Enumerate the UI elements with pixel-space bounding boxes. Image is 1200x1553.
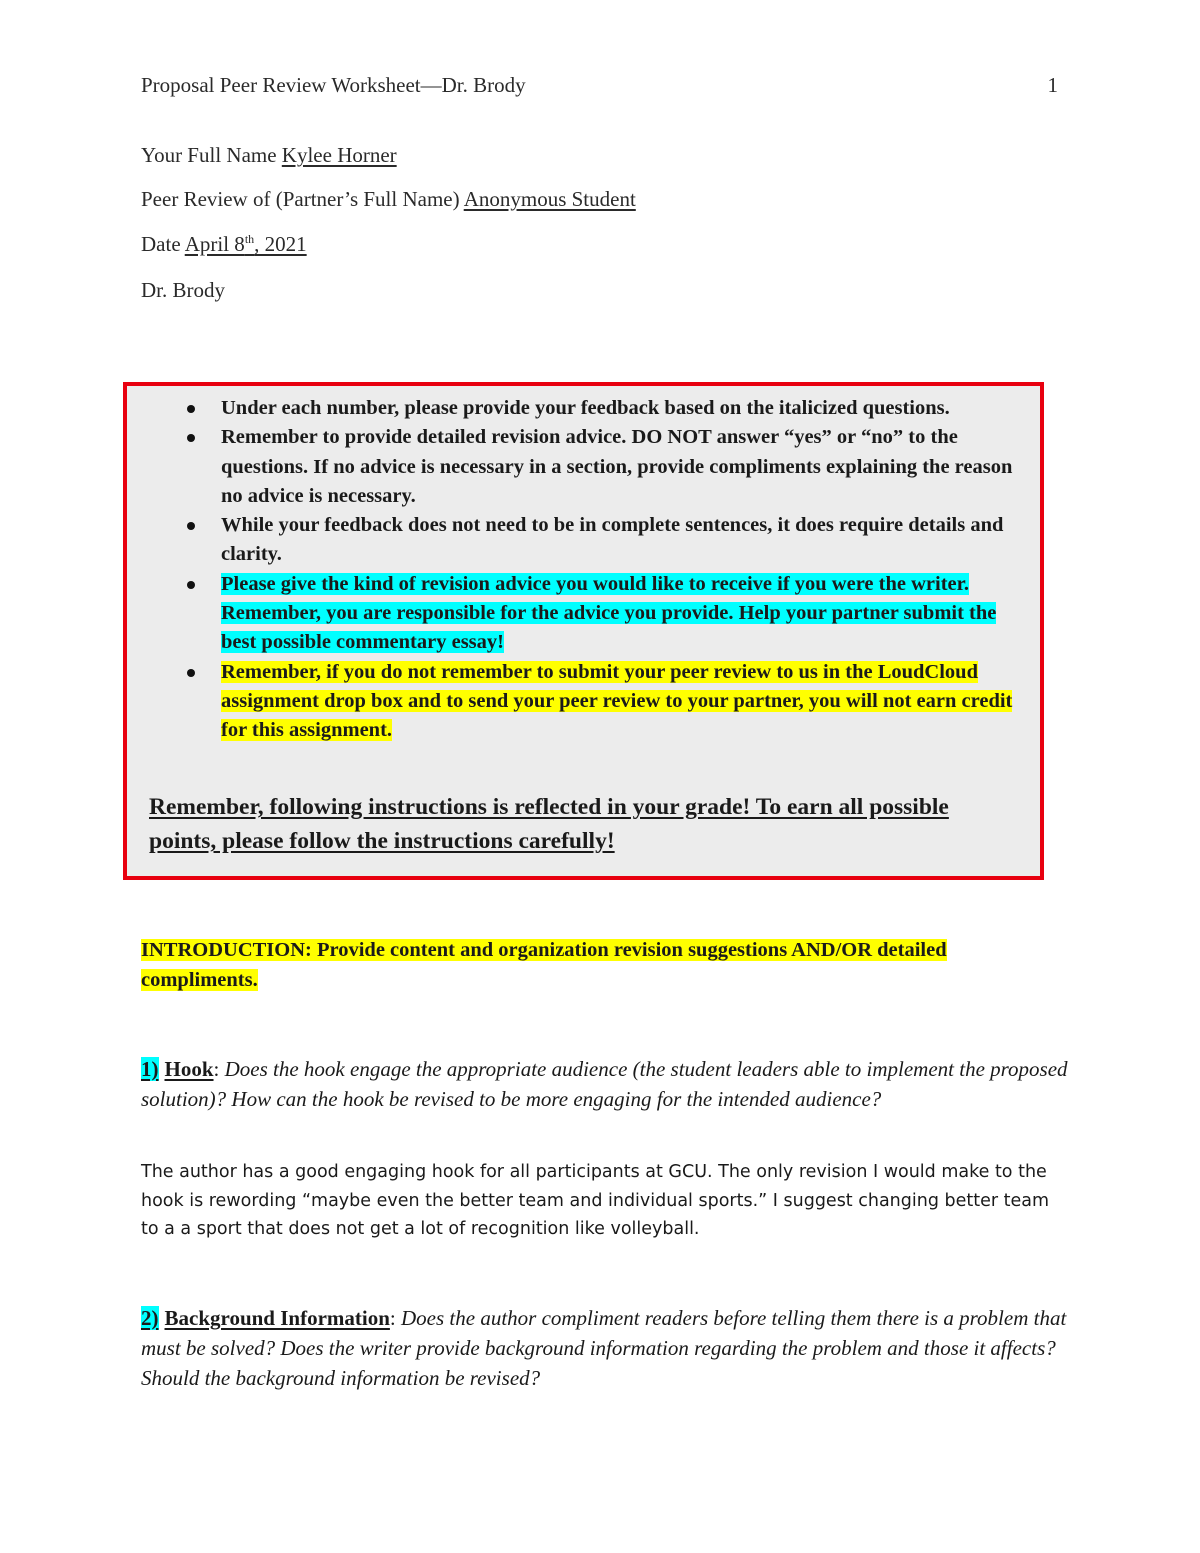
question-number: 2) bbox=[141, 1306, 159, 1330]
instruction-item bbox=[177, 394, 1027, 423]
instruction-text: While your feedback does not need to be in complete sentences, it does require details and clarity. bbox=[221, 514, 1004, 566]
instruction-item bbox=[177, 423, 1027, 511]
date-line bbox=[141, 232, 307, 257]
question-text: Does the hook engage the appropriate audience (the student leaders able to implement the proposed solution)? How can the hook be revised to be more engaging for the intended audience? bbox=[141, 1057, 1068, 1111]
page-header bbox=[141, 73, 1058, 98]
instruction-item bbox=[177, 511, 1027, 570]
bullet-icon bbox=[187, 434, 195, 442]
instructor-line: Dr. Brody bbox=[141, 278, 225, 302]
question-label: Hook bbox=[164, 1057, 214, 1081]
question-background: 2) Background Information: Does the author compliment readers before telling them there is a problem that must be solved? Does the writer provide background information regarding the problem and those it affects? Should the background information be revised? bbox=[141, 1306, 1067, 1390]
partner-label: Peer Review of (Partner’s Full Name) bbox=[141, 187, 464, 211]
bullet-icon bbox=[187, 522, 195, 530]
instruction-text-highlighted: Please give the kind of revision advice you would like to receive if you were the writer. Remember, you are responsible for the advice you provide. Help your partner submit the best possible commentary essay! bbox=[221, 572, 997, 654]
bullet-icon bbox=[187, 669, 195, 677]
question-label: Background Information bbox=[164, 1306, 390, 1330]
partner-line bbox=[141, 187, 636, 212]
instructions-box bbox=[123, 382, 1044, 880]
introduction-text: INTRODUCTION: Provide content and organization revision suggestions AND/OR detailed compliments. bbox=[141, 939, 947, 991]
instruction-item bbox=[177, 658, 1027, 746]
answer-hook: The author has a good engaging hook for all participants at GCU. The only revision I would make to the hook is rewording “maybe even the better team and individual sports.” I suggest changing better team to a a sport that does not get a lot of recognition like volleyball. bbox=[141, 1162, 1050, 1239]
instructions-note: Remember, following instructions is reflected in your grade! To earn all possible points, please follow the instructions carefully! bbox=[149, 794, 949, 854]
bullet-icon bbox=[187, 581, 195, 589]
introduction-heading bbox=[141, 935, 1011, 995]
name-value: Kylee Horner bbox=[281, 143, 397, 167]
instruction-item bbox=[177, 570, 1027, 658]
question-number: 1) bbox=[141, 1057, 159, 1081]
header-title: Proposal Peer Review Worksheet—Dr. Brody bbox=[141, 73, 526, 97]
question-text: Does the author compliment readers before telling them there is a problem that must be solved? Does the writer provide background information regarding the problem and those it affects? Should the background information be revised? bbox=[141, 1306, 1067, 1390]
page-number: 1 bbox=[1047, 73, 1058, 97]
instruction-text: Under each number, please provide your feedback based on the italicized questions. bbox=[221, 397, 950, 419]
partner-value: Anonymous Student bbox=[463, 187, 636, 211]
instruction-text-highlighted: Remember, if you do not remember to submit your peer review to us in the LoudCloud assignment drop box and to send your peer review to your partner, you will not earn credit for this assignment. bbox=[221, 660, 1013, 742]
question-hook: 1) Hook: Does the hook engage the appropriate audience (the student leaders able to implement the proposed solution)? How can the hook be revised to be more engaging for the intended audience? bbox=[141, 1057, 1068, 1111]
date-value bbox=[185, 232, 307, 256]
date-value-rest: , 2021 bbox=[254, 232, 307, 256]
date-value-sup: th bbox=[244, 232, 255, 246]
instructions-list bbox=[177, 394, 1027, 746]
date-label: Date bbox=[141, 232, 185, 256]
name-line bbox=[141, 143, 397, 168]
date-value-main: April 8 bbox=[184, 232, 245, 256]
bullet-icon bbox=[187, 405, 195, 413]
instruction-text: Remember to provide detailed revision advice. DO NOT answer “yes” or “no” to the questions. If no advice is necessary in a section, provide compliments explaining the reason no advice is necessary. bbox=[221, 426, 1013, 507]
name-label: Your Full Name bbox=[141, 143, 282, 167]
